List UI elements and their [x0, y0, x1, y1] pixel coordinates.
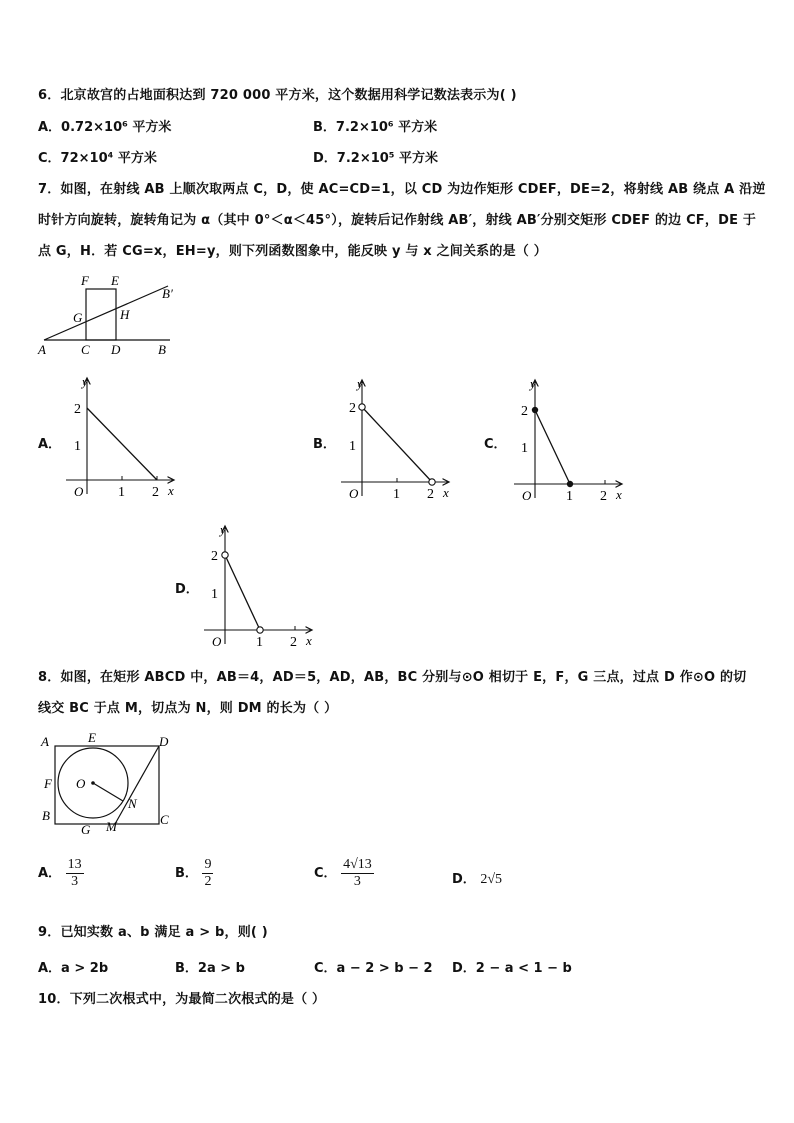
label-b-prime: B′ — [162, 286, 173, 301]
q8-b-fraction — [202, 857, 213, 890]
tick-x-1: 1 — [393, 487, 400, 502]
q8-b-numerator: 9 — [204, 857, 212, 872]
label-m: M — [106, 819, 117, 834]
rect-cdef — [86, 289, 116, 340]
axis-y-label: y — [220, 522, 226, 537]
tick-x-2: 2 — [600, 489, 607, 504]
q7-rectangle-figure — [30, 270, 190, 360]
graph-line — [225, 555, 260, 630]
ray-ab-prime — [44, 286, 168, 340]
q7-graph-a — [60, 372, 190, 504]
axis-x-label: x — [306, 633, 312, 648]
label-h: H — [120, 307, 130, 322]
axis-x-label: x — [616, 487, 622, 502]
open-endpoint — [257, 627, 263, 633]
closed-endpoint — [532, 407, 538, 413]
q7-graph-d — [198, 520, 328, 652]
open-endpoint — [222, 552, 228, 558]
label-a: A — [38, 342, 46, 357]
label-e: E — [111, 273, 119, 288]
q8-d-label: D． — [452, 872, 476, 887]
tick-x-1: 1 — [118, 485, 125, 500]
q7-option-d[interactable]: D． — [175, 582, 199, 597]
axis-y-label: y — [530, 376, 536, 391]
q6-option-a[interactable]: A．0.72×10⁶ 平方米 — [38, 120, 172, 135]
graph-line — [535, 410, 570, 484]
q9-option-a[interactable]: A．a > 2b — [38, 961, 109, 976]
label-b: B — [42, 808, 50, 823]
tangent-dm — [115, 746, 159, 824]
origin-label: O — [212, 634, 222, 649]
tick-y-2: 2 — [349, 401, 356, 416]
axis-x-label: x — [443, 485, 449, 500]
q8-option-c[interactable] — [314, 857, 374, 890]
q9-option-d[interactable]: D．2 − a < 1 − b — [452, 961, 572, 976]
label-b: B — [158, 342, 166, 357]
label-c: C — [81, 342, 90, 357]
q10-stem: 10．下列二次根式中，为最简二次根式的是（ ） — [38, 992, 326, 1007]
q8-option-b[interactable] — [175, 857, 213, 890]
label-g: G — [81, 822, 91, 837]
tick-x-1: 1 — [566, 489, 573, 504]
q8-b-label: B． — [175, 866, 198, 881]
tick-y-2: 2 — [521, 404, 528, 419]
q6-option-b[interactable]: B．7.2×10⁶ 平方米 — [313, 120, 438, 135]
q9-stem: 9．已知实数 a、b 满足 a > b，则( ) — [38, 925, 268, 940]
tick-x-1: 1 — [256, 635, 263, 650]
tick-y-2: 2 — [211, 549, 218, 564]
radius-on — [93, 783, 123, 801]
q8-a-fraction — [66, 857, 84, 890]
tick-y-2: 2 — [74, 402, 81, 417]
graph-line — [362, 407, 432, 482]
label-e: E — [88, 730, 96, 745]
q8-stem-line2: 线交 BC 于点 M，切点为 N，则 DM 的长为（ ） — [38, 701, 338, 716]
rect-abcd — [55, 746, 159, 824]
label-d: D — [111, 342, 121, 357]
label-f: F — [81, 273, 89, 288]
closed-endpoint — [567, 481, 573, 487]
label-n: N — [128, 796, 137, 811]
open-endpoint — [359, 404, 365, 410]
q8-a-denominator: 3 — [71, 874, 79, 889]
origin-label: O — [74, 484, 84, 499]
tick-y-1: 1 — [521, 441, 528, 456]
q7-graph-b — [335, 374, 465, 506]
axis-y-label: y — [357, 376, 363, 391]
tick-y-1: 1 — [74, 439, 81, 454]
origin-label: O — [349, 486, 359, 501]
q9-option-c[interactable]: C．a − 2 > b − 2 — [314, 961, 433, 976]
q6-option-d[interactable]: D．7.2×10⁵ 平方米 — [313, 151, 439, 166]
q7-option-a[interactable]: A． — [38, 437, 62, 452]
q6-option-c[interactable]: C．72×10⁴ 平方米 — [38, 151, 157, 166]
q8-b-denominator: 2 — [204, 874, 212, 889]
q7-option-b[interactable]: B． — [313, 437, 336, 452]
q8-option-d[interactable] — [452, 868, 502, 888]
tick-x-2: 2 — [427, 487, 434, 502]
label-a: A — [41, 734, 49, 749]
open-endpoint — [429, 479, 435, 485]
q7-stem-line3: 点 G，H．若 CG=x，EH=y，则下列函数图象中，能反映 y 与 x 之间关系的是（ ） — [38, 244, 547, 259]
tick-y-1: 1 — [211, 587, 218, 602]
origin-label: O — [522, 488, 532, 503]
q8-option-a[interactable] — [38, 857, 84, 890]
q7-stem-line2: 时针方向旋转，旋转角记为 α（其中 0°＜α＜45°），旋转后记作射线 AB′，射线 AB′分别交矩形 CDEF 的边 CF，DE 于 — [38, 213, 757, 228]
q8-c-denominator: 3 — [353, 874, 361, 889]
label-g: G — [73, 310, 83, 325]
q6-stem: 6．北京故宫的占地面积达到 720 000 平方米，这个数据用科学记数法表示为( ) — [38, 88, 517, 103]
q8-c-numerator: 4√13 — [343, 857, 372, 872]
graph-line — [87, 408, 157, 480]
tick-y-1: 1 — [349, 439, 356, 454]
label-d: D — [159, 734, 169, 749]
q8-c-fraction — [341, 857, 374, 890]
tick-x-2: 2 — [152, 485, 159, 500]
q8-a-label: A． — [38, 866, 62, 881]
q7-option-c[interactable]: C． — [484, 437, 507, 452]
q8-d-value: 2√5 — [480, 872, 503, 887]
label-o: O — [76, 776, 86, 791]
label-c: C — [160, 812, 169, 827]
axis-x-label: x — [168, 483, 174, 498]
q8-c-label: C． — [314, 866, 337, 881]
q8-a-numerator: 13 — [67, 857, 82, 872]
q8-circle-rectangle-figure — [34, 728, 184, 838]
tick-x-2: 2 — [290, 635, 297, 650]
axis-y-label: y — [82, 374, 88, 389]
q9-option-b[interactable]: B．2a > b — [175, 961, 245, 976]
label-f: F — [44, 776, 52, 791]
q7-stem-line1: 7．如图，在射线 AB 上顺次取两点 C，D，使 AC=CD=1，以 CD 为边作矩形 CDEF，DE=2，将射线 AB 绕点 A 沿逆 — [38, 182, 766, 197]
q7-graph-c — [508, 374, 638, 506]
q8-stem-line1: 8．如图，在矩形 ABCD 中，AB＝4，AD＝5，AD，AB，BC 分别与⊙O 相切于 E，F，G 三点，过点 D 作⊙O 的切 — [38, 670, 747, 685]
